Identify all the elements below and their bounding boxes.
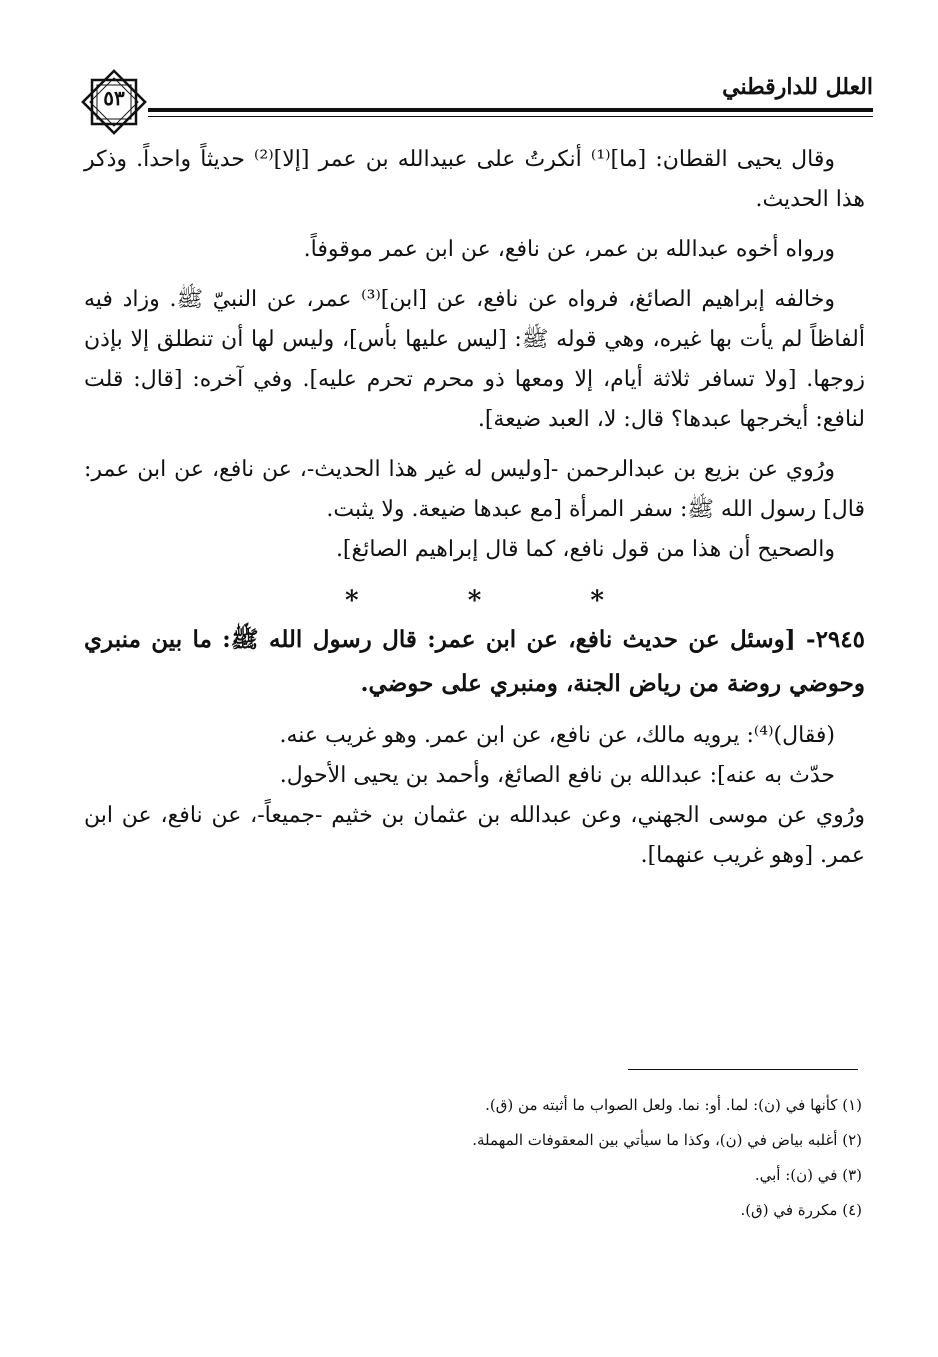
paragraph-2: ورواه أخوه عبدالله بن عمر، عن نافع، عن ابن عمر موقوفاً. xyxy=(303,237,835,262)
hadith-heading: ٢٩٤٥- [وسئل عن حديث نافع، عن ابن عمر: قال رسول الله ﷺ: ما بين منبري وحوضي روضة من رياض الجنة، ومنبري على حوضي. xyxy=(84,626,865,697)
main-text xyxy=(84,140,865,876)
paragraph-3: وخالفه إبراهيم الصائغ، فرواه عن نافع، عن [ابن]⁽³⁾ عمر، عن النبيّ ﷺ. وزاد فيه ألفاظاً لم يأت بها غيره، وهي قوله ﷺ: [ليس عليها بأس]، وليس لها أن تنطلق إلا بإذن زوجها. [ولا تسافر ثلاثة أيام، إلا ومعها ذو محرم تحرم عليه]. وفي آخره: [قال: قلت لنافع: أيخرجها عبدها؟ قال: لا، العبد ضيعة]. xyxy=(84,287,865,432)
header-rule-thick xyxy=(148,108,873,112)
section-separator: * * * xyxy=(345,586,654,616)
paragraph-1: وقال يحيى القطان: [ما]⁽¹⁾ أنكرتُ على عبيدالله بن عمر [إلا]⁽²⁾ حديثاً واحداً. وذكر هذا الحديث. xyxy=(84,147,865,212)
footnote-4: (٤) مكررة في (ق). xyxy=(740,1201,862,1219)
book-title: العلل للدارقطني xyxy=(722,74,873,100)
footnote-2: (٢) أغلبه بياض في (ن)، وكذا ما سيأتي بين المعقوفات المهملة. xyxy=(472,1131,862,1149)
page-number-badge xyxy=(78,66,150,138)
page-number: ٥٣ xyxy=(103,86,125,110)
header-rule-thin xyxy=(148,116,873,117)
footnote-1: (١) كأنها في (ن): لما. أو: نما. ولعل الصواب ما أثبته من (ق). xyxy=(485,1096,862,1114)
footnote-divider xyxy=(628,1069,858,1070)
answer-paragraph-2: حدّث به عنه]: عبدالله بن نافع الصائغ، وأحمد بن يحيى الأحول. xyxy=(279,763,835,788)
paragraph-5: والصحيح أن هذا من قول نافع، كما قال إبراهيم الصائغ]. xyxy=(335,537,835,562)
answer-paragraph-1: (فقال)⁽⁴⁾: يرويه مالك، عن نافع، عن ابن عمر. وهو غريب عنه. xyxy=(279,723,835,748)
paragraph-4: ورُوي عن بزيع بن عبدالرحمن -[وليس له غير هذا الحديث-، عن نافع، عن ابن عمر: قال] رسول الله ﷺ: سفر المرأة [مع عبدها ضيعة. ولا يثبت. xyxy=(84,457,865,522)
footnotes xyxy=(84,1088,862,1228)
page-header xyxy=(78,66,873,136)
footnote-3: (٣) في (ن): أبي. xyxy=(754,1166,862,1184)
answer-paragraph-3: ورُوي عن موسى الجهني، وعن عبدالله بن عثمان بن خثيم -جميعاً-، عن نافع، عن ابن عمر. [وهو غريب عنهما]. xyxy=(84,803,865,868)
